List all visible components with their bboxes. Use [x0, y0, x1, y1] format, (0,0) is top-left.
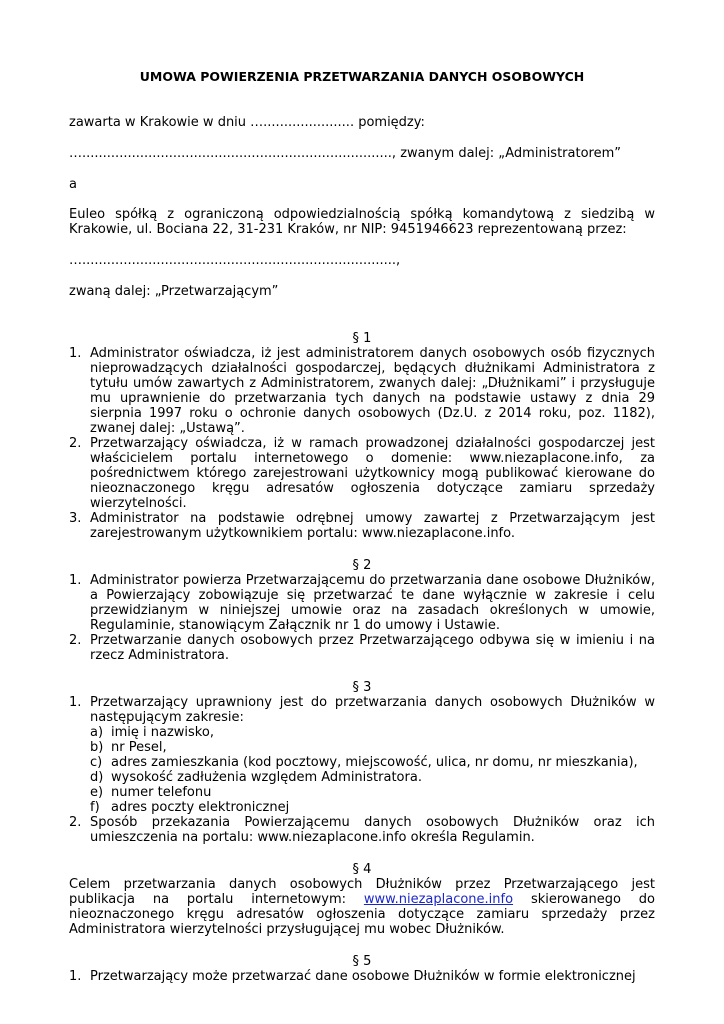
sub-list-marker: d): [90, 770, 104, 785]
list-item: [69, 346, 655, 436]
section-4-paragraph: [69, 877, 655, 937]
sub-list-item: [69, 785, 655, 800]
sub-list-item: [69, 740, 655, 755]
document-body: [69, 69, 655, 984]
section-4-text-before: Celem przetwarzania danych osobowych Dłużników przez Przetwarzającego jest publikacja na portalu internetowym:: [69, 877, 655, 907]
intro-and: a: [69, 177, 77, 192]
list-item: [69, 573, 655, 633]
sub-list-text: nr Pesel,: [111, 740, 167, 755]
intro-processor-line: Euleo spółką z ograniczoną odpowiedzialnością spółką komandytową z siedzibą w Krakowie, ul. Bociana 22, 31-231 Kraków, nr NIP: 9451946623 reprezentowaną przez:: [69, 207, 655, 237]
section-4-heading: § 4: [352, 862, 372, 877]
sub-list-item: [69, 770, 655, 785]
list-item: [69, 436, 655, 511]
section-4-text-after: skierowanego do nieoznaczonego kręgu adresatów ogłoszenia dotyczące zamiaru sprzedaży przez Administratora wierzytelności przysługującej mu wobec Dłużników.: [69, 892, 655, 937]
list-number: 3.: [69, 511, 82, 526]
section-1-heading: § 1: [352, 331, 372, 346]
section-2-list: [69, 573, 655, 663]
document-title: UMOWA POWIERZENIA PRZETWARZANIA DANYCH OSOBOWYCH: [139, 69, 585, 84]
sub-list-item: [69, 800, 655, 815]
sub-list-marker: a): [90, 725, 104, 740]
section-3-heading: § 3: [352, 680, 372, 695]
list-item: [69, 969, 655, 984]
sub-list-marker: e): [90, 785, 104, 800]
list-number: 1.: [69, 573, 82, 588]
list-item: [69, 695, 655, 725]
section-5-heading: § 5: [352, 954, 372, 969]
list-item: [69, 633, 655, 663]
list-item: [69, 815, 655, 845]
section-3-list: [69, 695, 655, 845]
list-item-text: Sposób przekazania Powierzającemu danych osobowych Dłużników oraz ich umieszczenia na portalu: www.niezaplacone.info określa Regulamin.: [90, 815, 655, 845]
section-5-list: [69, 969, 655, 984]
intro-administrator-line: …..........................................................................., zwanym dalej: „Administratorem”: [69, 146, 621, 161]
sub-list-item: [69, 755, 655, 770]
sub-list-text: wysokość zadłużenia względem Administratora.: [111, 770, 422, 785]
sub-list-text: adres poczty elektronicznej: [111, 800, 290, 815]
list-number: 1.: [69, 695, 82, 710]
list-item-text: Administrator oświadcza, iż jest administratorem danych osobowych osób fizycznych nieprowadzących działalności gospodarczej, będących dłużnikami Administratora z tytułu umów zawartych z Administratorem, zwanych dalej: „Dłużnikami” i przysługuje mu uprawnienie do przetwarzania tych danych na podstawie ustawy z dnia 29 sierpnia 1997 roku o ochronie danych osobowych (Dz.U. z 2014 roku, poz. 1182), zwanej dalej: „Ustawą”.: [90, 346, 655, 436]
list-number: 2.: [69, 815, 82, 830]
portal-link[interactable]: www.niezaplacone.info: [363, 892, 514, 907]
sub-list-marker: f): [90, 800, 100, 815]
section-2-heading: § 2: [352, 558, 372, 573]
list-number: 1.: [69, 969, 82, 984]
sub-list-item: [69, 725, 655, 740]
sub-list-marker: b): [90, 740, 104, 755]
list-item-text: Przetwarzający uprawniony jest do przetwarzania danych osobowych Dłużników w następującym zakresie:: [90, 695, 655, 725]
sub-list-marker: c): [90, 755, 103, 770]
section-1-list: [69, 346, 655, 541]
list-number: 2.: [69, 633, 82, 648]
list-item: [69, 511, 655, 541]
intro-processor-alias: zwaną dalej: „Przetwarzającym”: [69, 284, 279, 299]
list-item-text: Przetwarzanie danych osobowych przez Przetwarzającego odbywa się w imieniu i na rzecz Administratora.: [90, 633, 655, 663]
list-item-text: Administrator powierza Przetwarzającemu do przetwarzania dane osobowe Dłużników, a Powierzający zobowiązuje się przetwarzać te dane wyłącznie w zakresie i celu przewidzianym w niniejszej umowie oraz na zasadach określonych w umowie, Regulaminie, stanowiącym Załącznik nr 1 do umowy i Ustawie.: [90, 573, 655, 633]
sub-list-text: numer telefonu: [111, 785, 212, 800]
list-number: 1.: [69, 346, 82, 361]
sub-list-text: imię i nazwisko,: [111, 725, 214, 740]
list-item-text: Administrator na podstawie odrębnej umowy zawartej z Przetwarzającym jest zarejestrowanym użytkownikiem portalu: www.niezaplacone.info.: [90, 511, 655, 541]
list-item-text: Przetwarzający może przetwarzać dane osobowe Dłużników w formie elektronicznej: [90, 969, 636, 984]
intro-date-line: zawarta w Krakowie w dniu …...................... pomiędzy:: [69, 115, 425, 130]
list-item-text: Przetwarzający oświadcza, iż w ramach prowadzonej działalności gospodarczej jest właścicielem portalu internetowego o domenie: www.niezaplacone.info, za pośrednictwem którego zarejestrowani użytkownicy mogą publikować kierowane do nieoznaczonego kręgu adresatów ogłoszenia dotyczące zamiaru sprzedaży wierzytelności.: [90, 436, 655, 511]
sub-list-text: adres zamieszkania (kod pocztowy, miejscowość, ulica, nr domu, nr mieszkania),: [111, 755, 638, 770]
list-number: 2.: [69, 436, 82, 451]
intro-representative-line: …............................................................................,: [69, 253, 401, 268]
